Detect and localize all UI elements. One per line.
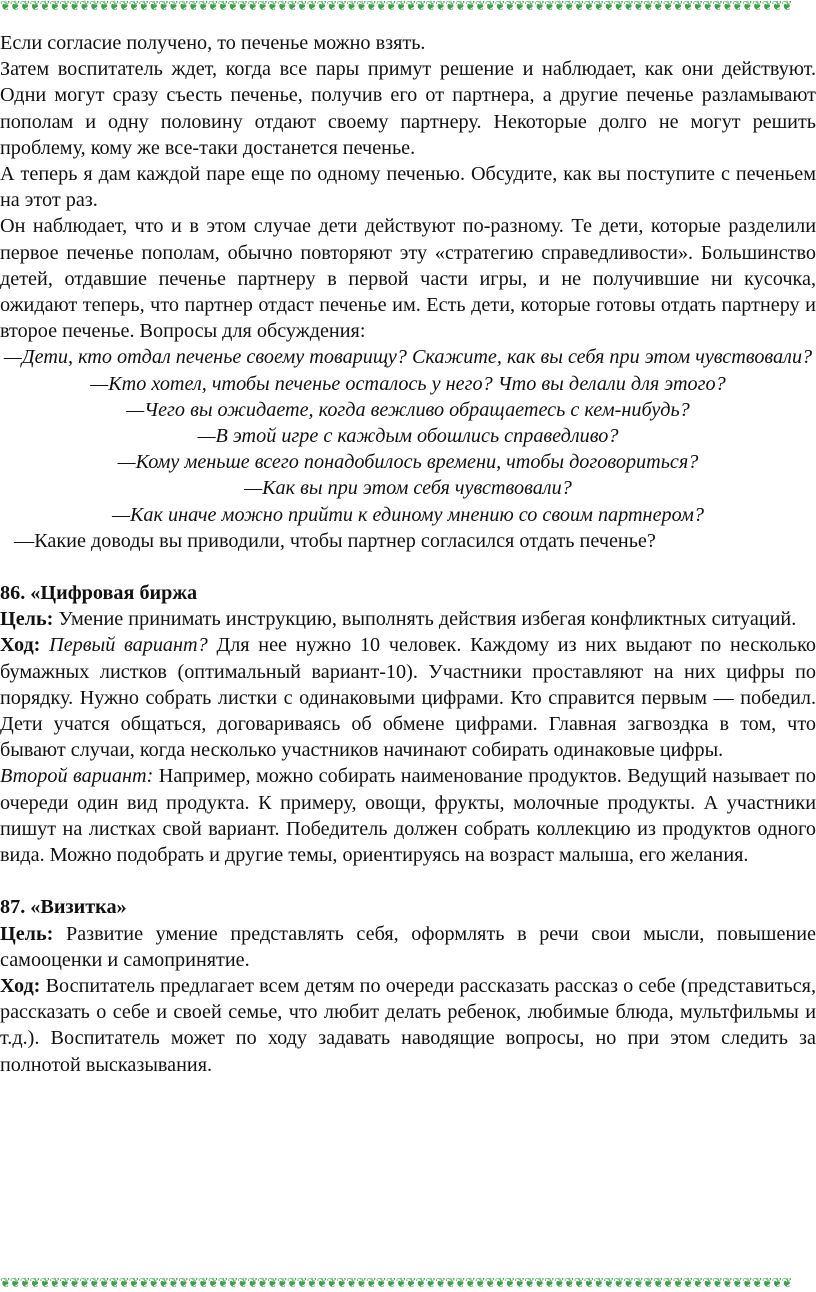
- goal-paragraph-86: [0, 606, 816, 632]
- move-label: Ход:: [0, 974, 41, 997]
- decorative-border-bottom: ❦❦❦❦❦❦❦❦❦❦❦❦❦❦❦❦❦❦❦❦❦❦❦❦❦❦❦❦❦❦❦❦❦❦❦❦❦❦❦❦❦❦❦❦❦❦❦❦❦❦❦❦❦❦❦❦❦❦❦❦❦❦❦❦❦❦❦❦❦❦❦❦❦❦❦❦❦❦❦❦: [0, 1277, 792, 1291]
- paragraph: А теперь я дам каждой паре еще по одному печенью. Обсудите, как вы поступите с печеньем на этот раз.: [0, 163, 816, 212]
- discussion-question: —Дети, кто отдал печенье своему товарищу? Скажите, как вы себя при этом чувствовали?: [3, 346, 813, 369]
- section-heading-87: 87. «Визитка»: [0, 896, 127, 919]
- discussion-question: —Какие доводы вы приводили, чтобы партнер согласился отдать печенье?: [14, 529, 656, 552]
- variant-text: Например, можно собирать наименование продуктов. Ведущий называет по очереди один вид продукта. К примеру, овощи, фрукты, молочные продукты. А участники пишут на листках свой вариант. Победитель должен собрать коллекцию из продуктов одного вида. Можно подобрать и другие темы, ориентируясь на возраст малыша, его желания.: [0, 765, 816, 867]
- variant-label: Второй вариант:: [0, 765, 154, 788]
- paragraph: Он наблюдает, что и в этом случае дети действуют по-разному. Те дети, которые разделили первое печенье пополам, обычно повторяют эту «стратегию справедливости». Большинство детей, отдавшие печенье партнеру в первой части игры, и не получившие ни кусочка, ожидают теперь, что партнер отдаст печенье им. Есть дети, которые готовы отдать партнеру и второе печенье. Вопросы для обсуждения:: [0, 215, 816, 343]
- goal-label: Цель:: [0, 608, 54, 631]
- discussion-question: —В этой игре с каждым обошлись справедливо?: [197, 425, 619, 448]
- decorative-border-top: ❦❦❦❦❦❦❦❦❦❦❦❦❦❦❦❦❦❦❦❦❦❦❦❦❦❦❦❦❦❦❦❦❦❦❦❦❦❦❦❦❦❦❦❦❦❦❦❦❦❦❦❦❦❦❦❦❦❦❦❦❦❦❦❦❦❦❦❦❦❦❦❦❦❦❦❦❦❦❦❦: [0, 0, 792, 14]
- discussion-question: —Как иначе можно прийти к единому мнению со своим партнером?: [112, 503, 704, 526]
- goal-text: Развитие умение представлять себя, оформлять в речи свои мысли, повышение самооценки и самопринятие.: [0, 922, 816, 971]
- move-paragraph-86: [0, 632, 816, 763]
- discussion-question: —Чего вы ожидаете, когда вежливо обращаетесь с кем-нибудь?: [126, 398, 690, 421]
- move-label: Ход:: [0, 634, 41, 657]
- variant-text: Для нее нужно 10 человек. Каждому из них выдают по несколько бумажных листков (оптимальный вариант-10). Участники проставляют на них цифры по порядку. Нужно собрать листки с одинаковыми цифрами. Кто справится первым — победил. Дети учатся общаться, договариваясь об обмене цифрами. Главная загвоздка в том, что бывают случаи, когда несколько участников начинают собирать одинаковые цифры.: [0, 634, 816, 762]
- move-paragraph-87: [0, 973, 816, 1078]
- paragraph: Если согласие получено, то печенье можно взять.: [0, 32, 426, 54]
- discussion-question: —Кто хотел, чтобы печенье осталось у него? Что вы делали для этого?: [90, 372, 726, 395]
- variant2-paragraph-86: [0, 763, 816, 868]
- discussion-question: —Кому меньше всего понадобилось времени, чтобы договориться?: [117, 451, 699, 474]
- document-page: [0, 30, 816, 1078]
- goal-label: Цель:: [0, 922, 54, 945]
- move-text: Воспитатель предлагает всем детям по очереди рассказать рассказ о себе (представиться, рассказать о себе и своей семье, что любит делать ребенок, любимые блюда, мультфильмы и т.д.). Воспитатель может по ходу задавать наводящие вопросы, но при этом следить за полнотой высказывания.: [0, 974, 816, 1076]
- goal-text: Умение принимать инструкцию, выполнять действия избегая конфликтных ситуаций.: [53, 608, 797, 631]
- section-heading-86: 86. «Цифровая биржа: [0, 582, 198, 605]
- variant-label: Первый вариант?: [49, 634, 208, 657]
- discussion-question: —Как вы при этом себя чувствовали?: [244, 477, 572, 500]
- goal-paragraph-87: [0, 921, 816, 973]
- paragraph: Затем воспитатель ждет, когда все пары примут решение и наблюдает, как они действуют. Одни могут сразу съесть печенье, получив его от партнера, а другие печенье разламывают пополам и одну половину отдают своему партнеру. Некоторые долго не могут решить проблему, кому же все-таки достанется печенье.: [0, 58, 816, 159]
